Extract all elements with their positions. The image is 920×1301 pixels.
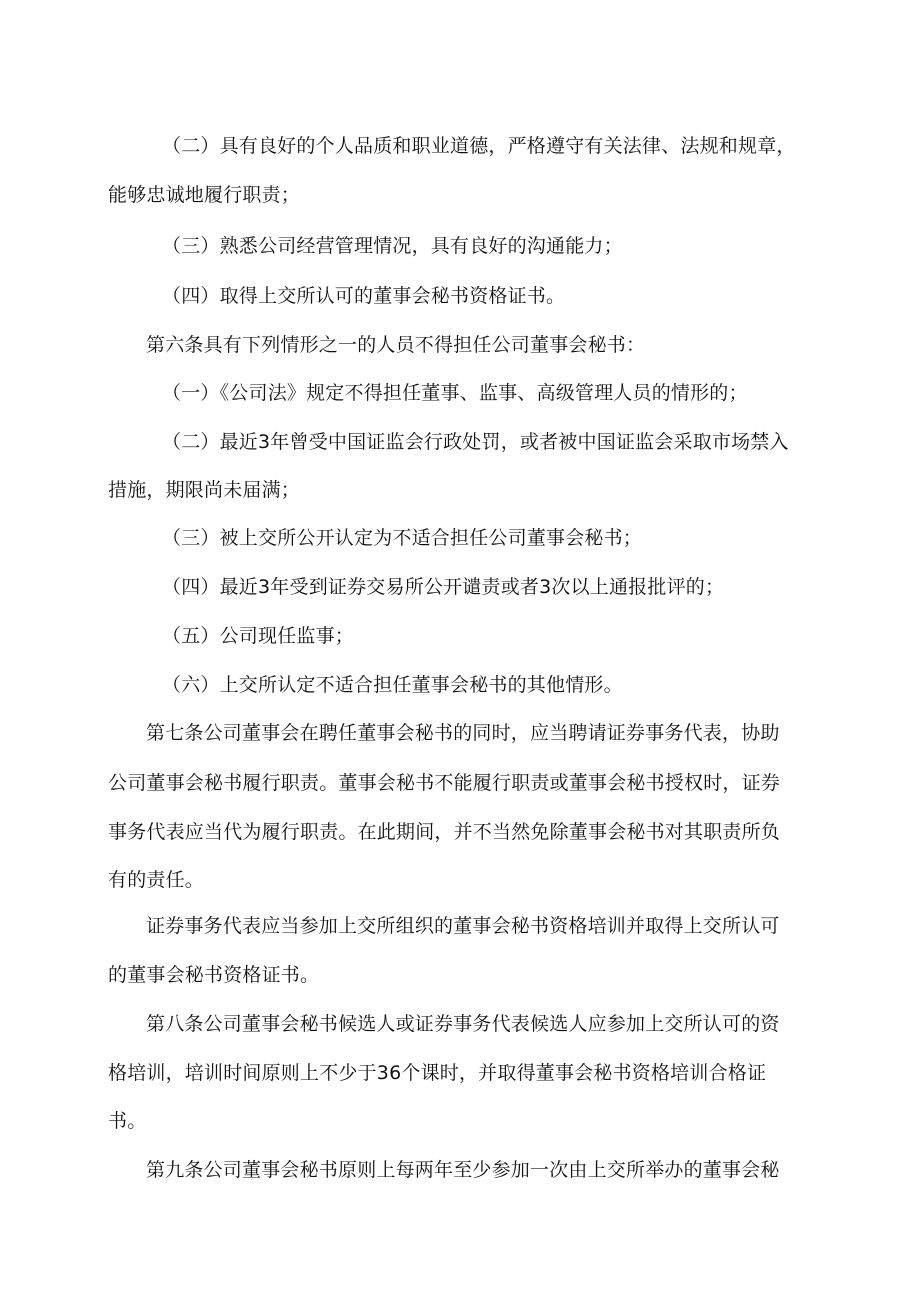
text-line: （二）最近3年曾受中国证监会行政处罚，或者被中国证监会采取市场禁入 [162,431,789,453]
text-line: （二）具有良好的个人品质和职业道德，严格遵守有关法律、法规和规章， [162,135,796,157]
text-line: 能够忠诚地履行职责； [108,184,301,206]
text-line: （四）最近3年受到证券交易所公开谴责或者3次以上通报批评的； [162,576,725,598]
text-line: 的董事会秘书资格证书。 [108,964,320,986]
text-line: 格培训，培训时间原则上不少于36个课时，并取得董事会秘书资格培训合格证 [108,1062,767,1084]
text-line: 书。 [108,1110,147,1132]
text-line: 有的责任。 [108,869,205,891]
text-line: 证券事务代表应当参加上交所组织的董事会秘书资格培训并取得上交所认可 [146,915,780,937]
text-line: （四）取得上交所认可的董事会秘书资格证书。 [162,285,566,307]
text-line: 第九条公司董事会秘书原则上每两年至少参加一次由上交所举办的董事会秘 [146,1159,780,1181]
text-line: 公司董事会秘书履行职责。董事会秘书不能履行职责或董事会秘书授权时，证券 [108,772,781,794]
text-line: （五）公司现任监事； [162,625,355,647]
text-line: （三）熟悉公司经营管理情况，具有良好的沟通能力； [162,235,623,257]
text-line: 第六条具有下列情形之一的人员不得担任公司董事会秘书： [146,334,646,356]
text-line: 事务代表应当代为履行职责。在此期间，并不当然免除董事会秘书对其职责所负 [108,821,781,843]
text-line: 措施，期限尚未届满； [108,479,301,501]
text-line: 第七条公司董事会在聘任董事会秘书的同时，应当聘请证券事务代表，协助 [146,722,780,744]
text-line: （一）《公司法》规定不得担任董事、监事、高级管理人员的情形的； [162,382,748,404]
text-line: 第八条公司董事会秘书候选人或证券事务代表候选人应参加上交所认可的资 [146,1013,780,1035]
text-line: （六）上交所认定不适合担任董事会秘书的其他情形。 [162,674,623,696]
text-line: （三）被上交所公开认定为不适合担任公司董事会秘书； [162,527,643,549]
